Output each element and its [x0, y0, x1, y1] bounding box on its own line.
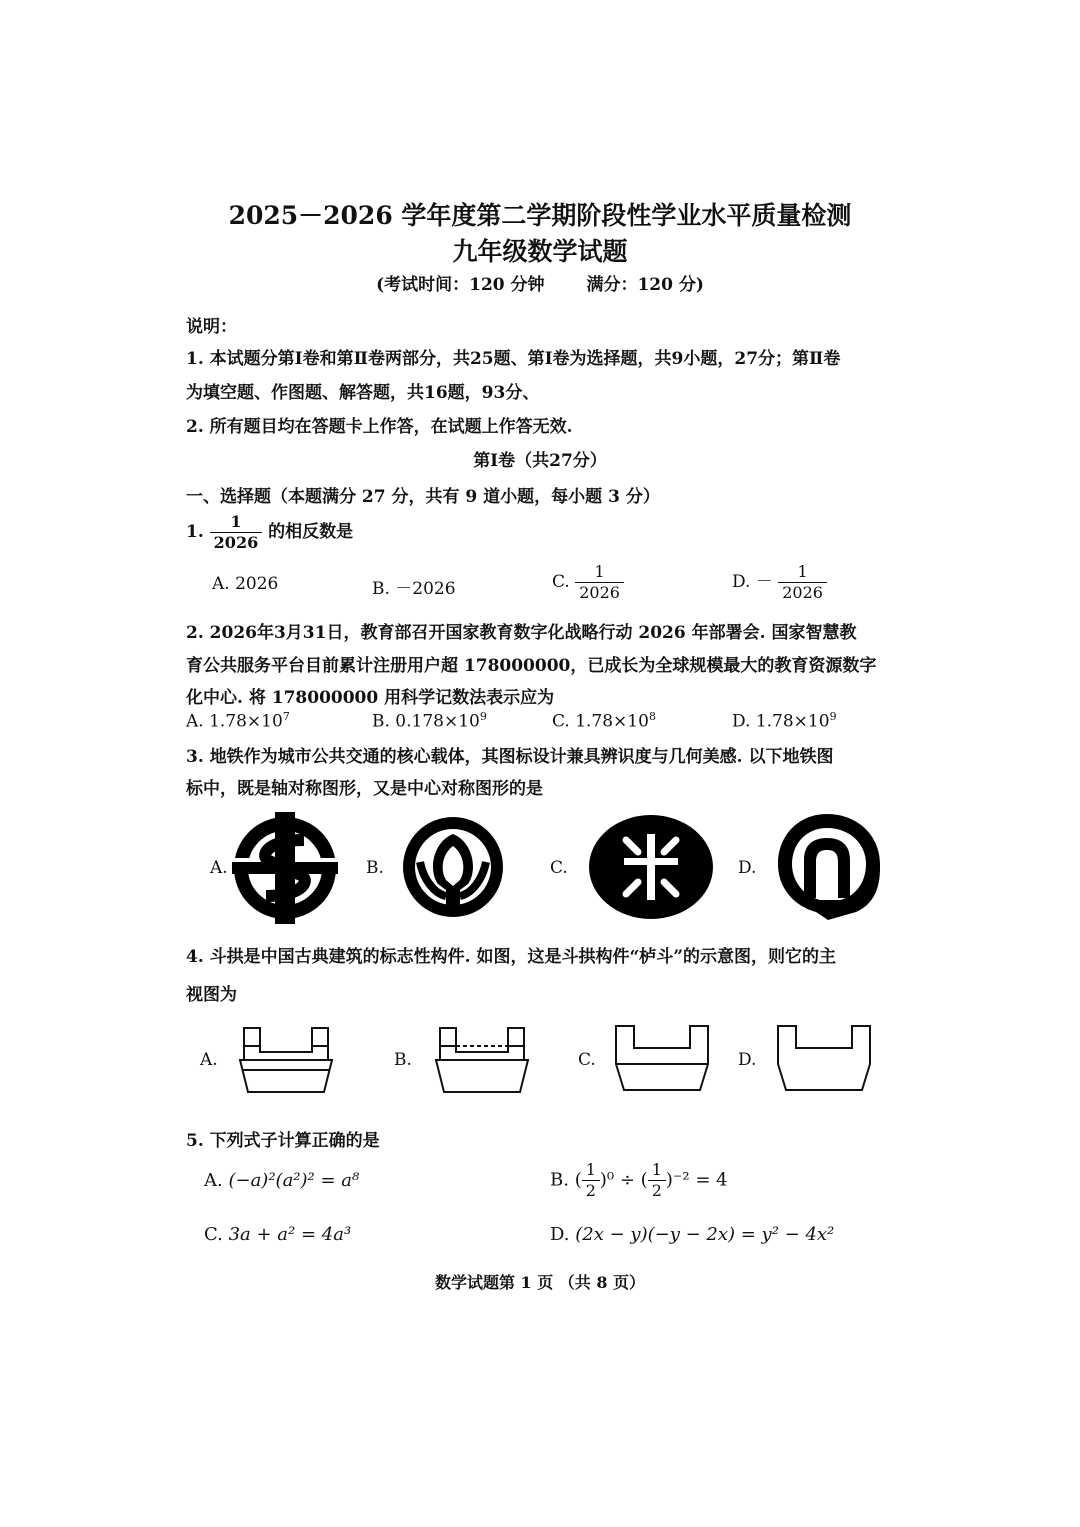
q4-shape-d	[774, 1024, 874, 1094]
q1-d-label: D. －	[732, 572, 773, 592]
q5-b-n2: 1	[651, 1160, 662, 1179]
q5-b-n1: 1	[585, 1160, 596, 1179]
q2-option-a	[186, 710, 290, 732]
q2-b-base: B. 0.178×10	[372, 711, 480, 732]
q1-d-fraction	[778, 562, 827, 603]
q5-d-expr: (2x − y)(−y − 2x) = y² − 4x²	[575, 1224, 835, 1245]
q4-line2: 视图为	[186, 985, 237, 1005]
q5-b-pre: (	[574, 1169, 582, 1191]
q5-b-post: )⁻² = 4	[665, 1169, 728, 1191]
q5-a-label: A.	[204, 1170, 223, 1191]
q5-b-d1: 2	[582, 1180, 600, 1201]
q5-d-label: D.	[550, 1224, 570, 1245]
q2-c-base: C. 1.78×10	[552, 711, 649, 732]
q4-label-d: D.	[738, 1050, 757, 1070]
q2-option-d	[732, 710, 837, 732]
q2-a-base: A. 1.78×10	[186, 711, 283, 732]
q1-option-b: B. －2026	[372, 579, 456, 599]
q5-option-b	[550, 1160, 728, 1201]
q5-stem: 5. 下列式子计算正确的是	[186, 1131, 380, 1151]
q4-label-b: B.	[394, 1050, 412, 1070]
q1-text: 的相反数是	[268, 522, 354, 542]
q2-a-exp: 7	[282, 710, 290, 723]
q5-option-c	[204, 1224, 351, 1245]
q5-b-d2: 2	[648, 1180, 666, 1201]
q1-option-a: A. 2026	[212, 574, 279, 594]
q1-d-den: 2026	[778, 582, 827, 603]
q3-line2: 标中，既是轴对称图形，又是中心对称图形的是	[186, 779, 543, 799]
page-footer: 数学试题第 1 页 （共 8 页）	[434, 1273, 646, 1292]
q4-shape-b	[432, 1026, 532, 1096]
q1-c-num: 1	[594, 562, 605, 581]
q2-d-base: D. 1.78×10	[732, 711, 830, 732]
q5-b-frac1	[582, 1160, 600, 1201]
q2-line3: 化中心. 将 178000000 用科学记数法表示应为	[186, 688, 555, 708]
q2-option-b	[372, 710, 487, 732]
q3-logo-c	[588, 814, 714, 920]
q1-frac-den: 2026	[210, 532, 263, 553]
note-1b: 为填空题、作图题、解答题，共16题，93分、	[186, 383, 540, 403]
section-heading: 一、选择题（本题满分 27 分，共有 9 道小题，每小题 3 分）	[186, 487, 660, 507]
q4-shape-c	[612, 1024, 712, 1094]
q5-b-label: B.	[550, 1169, 569, 1191]
q2-c-exp: 8	[648, 710, 656, 723]
q3-label-c: C.	[550, 858, 568, 878]
q1-frac-num: 1	[230, 512, 242, 531]
exam-time: (考试时间：120 分钟	[376, 275, 545, 295]
q1-d-num: 1	[797, 562, 808, 581]
q2-option-c	[552, 710, 656, 732]
q3-label-b: B.	[366, 858, 384, 878]
q3-line1: 3. 地铁作为城市公共交通的核心载体，其图标设计兼具辨识度与几何美感. 以下地铁图	[186, 747, 834, 767]
exam-meta	[0, 270, 1080, 295]
q1-c-den: 2026	[575, 582, 624, 603]
q1-option-d	[732, 562, 827, 603]
q3-label-a: A.	[210, 858, 228, 878]
q5-option-a	[204, 1170, 359, 1191]
q5-option-d	[550, 1224, 834, 1245]
q4-label-c: C.	[578, 1050, 596, 1070]
q2-d-exp: 9	[829, 710, 837, 723]
q2-line1: 2. 2026年3月31日，教育部召开国家教育数字化战略行动 2026 年部署会. 国家智慧教	[186, 623, 857, 643]
q5-c-expr: 3a + a² = 4a³	[228, 1224, 352, 1245]
q5-b-frac2	[648, 1160, 666, 1201]
q1-stem	[186, 512, 353, 553]
q1-option-c	[552, 562, 624, 603]
q2-line2: 育公共服务平台目前累计注册用户超 178000000，已成长为全球规模最大的教育资源数字	[186, 656, 877, 676]
q4-label-a: A.	[200, 1050, 218, 1070]
exam-subtitle: 九年级数学试题	[452, 237, 628, 266]
q3-logo-d	[770, 808, 884, 924]
q1-number: 1.	[186, 522, 204, 542]
q1-fraction	[210, 512, 263, 553]
note-2: 2. 所有题目均在答题卡上作答，在试题上作答无效.	[186, 417, 573, 437]
q2-b-exp: 9	[479, 710, 487, 723]
q3-logo-b	[398, 812, 508, 922]
exam-score: 满分：120 分)	[586, 275, 704, 295]
q1-c-label: C.	[552, 572, 570, 592]
q5-a-expr: (−a)²(a²)² = a⁸	[228, 1170, 360, 1191]
q5-b-mid: )⁰ ÷ (	[599, 1169, 648, 1191]
part-title: 第Ⅰ卷（共27分）	[473, 451, 607, 471]
notes-heading: 说明：	[186, 317, 237, 337]
q4-shape-a	[236, 1026, 336, 1096]
q4-line1: 4. 斗拱是中国古典建筑的标志性构件. 如图，这是斗拱构件“栌斗”的示意图，则它的主	[186, 947, 837, 967]
q1-c-fraction	[575, 562, 624, 603]
note-1a: 1. 本试题分第Ⅰ卷和第Ⅱ卷两部分，共25题、第Ⅰ卷为选择题，共9小题，27分；第Ⅱ卷	[186, 349, 841, 369]
q3-logo-a	[232, 812, 338, 924]
q5-c-label: C.	[204, 1224, 223, 1245]
exam-title: 2025－2026 学年度第二学期阶段性学业水平质量检测	[228, 201, 852, 230]
q3-label-d: D.	[738, 858, 757, 878]
